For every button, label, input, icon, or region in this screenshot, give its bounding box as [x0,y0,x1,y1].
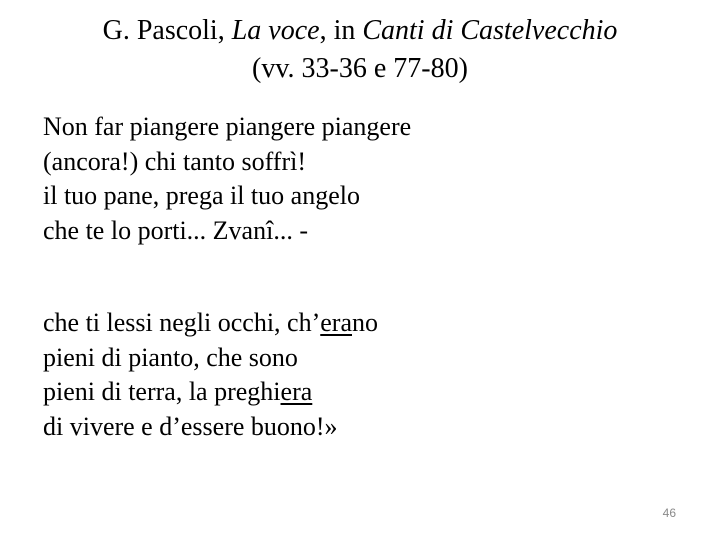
verse-line: Non far piangere piangere piangere [43,112,412,141]
stanza-2 [43,306,378,444]
verse-line: il tuo pane, prega il tuo angelo [43,181,360,210]
verse-segment: no [352,308,378,337]
title-connector: , in [319,15,363,46]
underlined-syllable: era [280,377,313,406]
underlined-syllable: era [320,308,352,337]
verse-segment: che ti lessi negli occhi, ch’ [43,308,321,337]
verse-line [43,306,378,341]
title-poem: La voce [231,15,320,46]
slide-title [0,12,720,88]
verse-line: che te lo porti... Zvanî... - [43,215,308,245]
title-author: G. Pascoli, [102,15,232,46]
verse-line: di vivere e d’essere buono!» [43,411,338,441]
verse-line [43,375,378,410]
title-collection: Canti di Castelvecchio [362,15,618,46]
title-line-1 [0,12,720,50]
verse-segment: pieni di terra, la preghi [43,377,281,406]
verse-line: pieni di pianto, che sono [43,342,298,372]
title-line-2: (vv. 33-36 e 77-80) [252,53,468,84]
verse-line: (ancora!) chi tanto soffrì! [43,146,307,176]
slide-number: 46 [662,506,676,520]
stanza-1 [43,110,411,248]
